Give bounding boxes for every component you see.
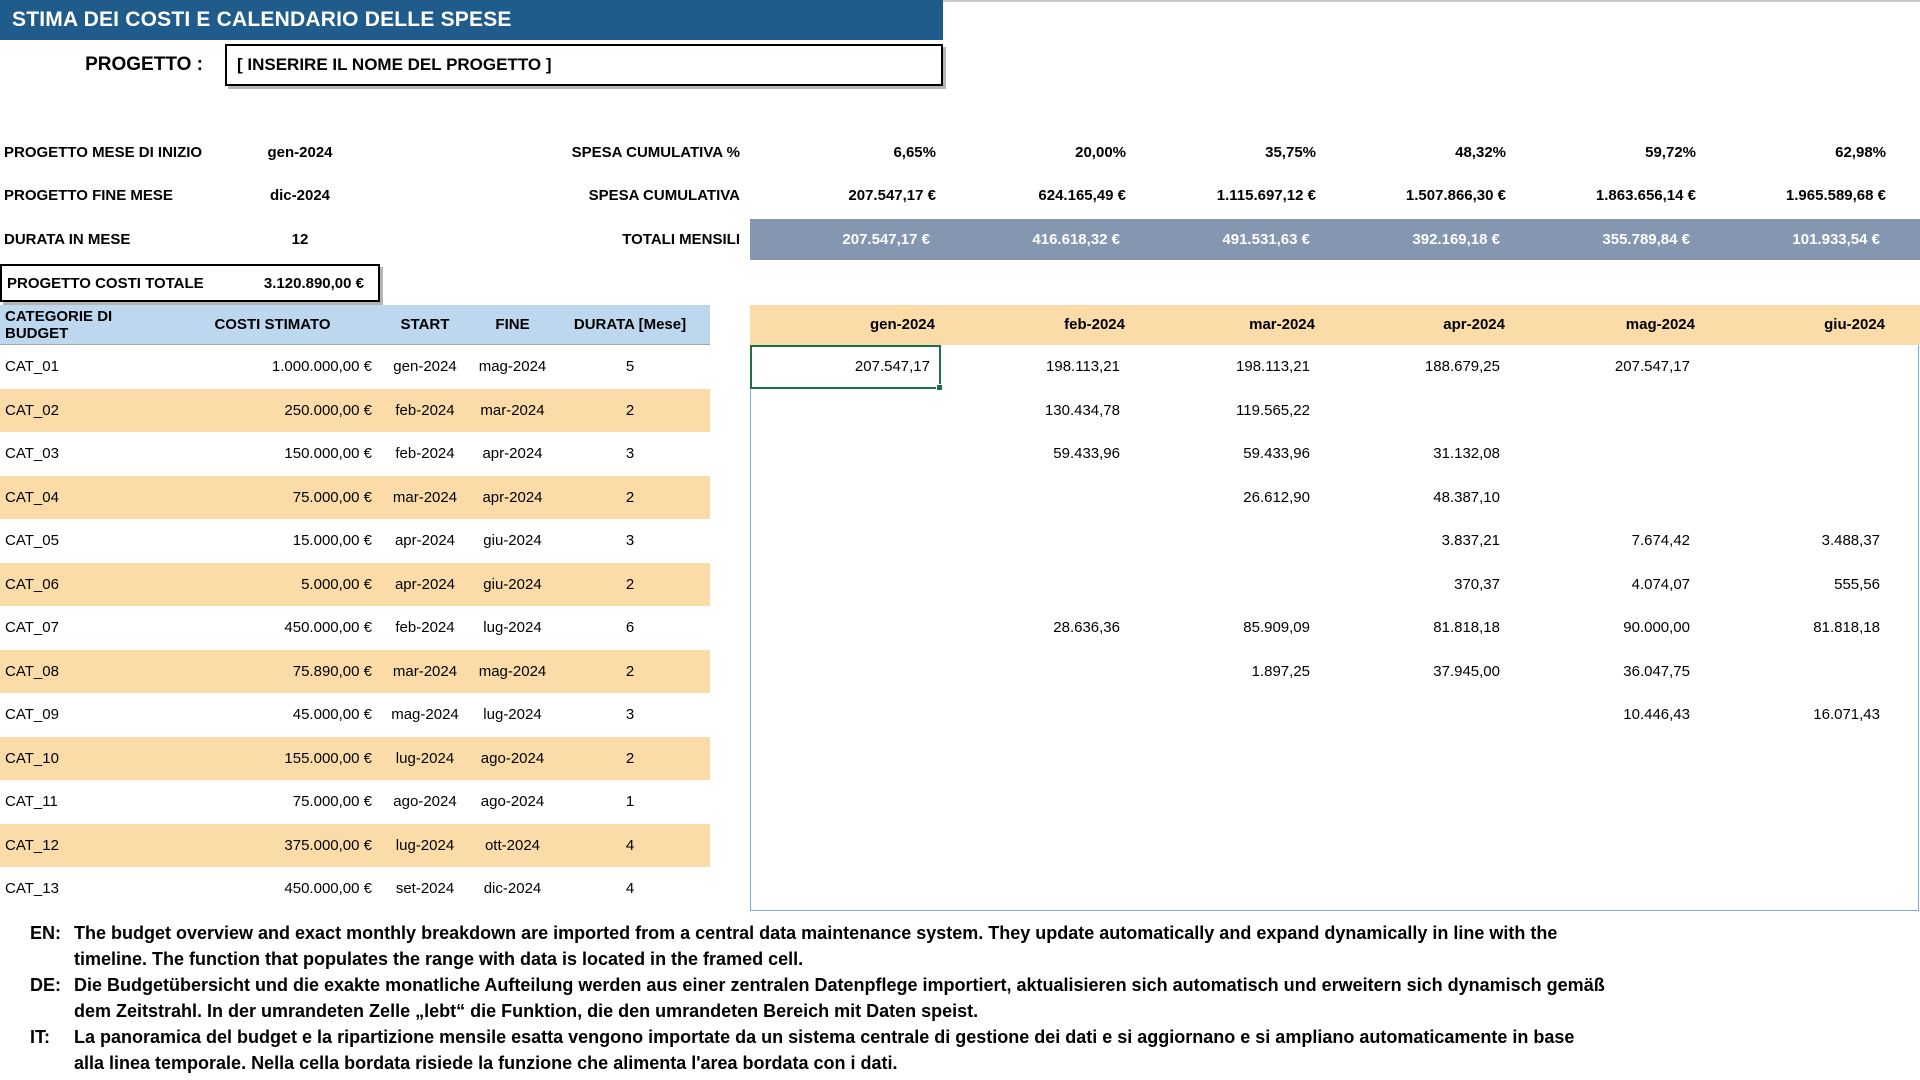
footer-notes: [30, 920, 1670, 1076]
cumulative-pct-cell: 35,75%: [1265, 144, 1316, 161]
cumulative-cell: 1.965.589,68 €: [1785, 187, 1886, 204]
grid-cell[interactable]: [750, 519, 940, 563]
cumulative-pct-row: [750, 140, 1920, 166]
footer-note-lang: DE:: [30, 975, 61, 995]
cumulative-pct-label: SPESA CUMULATIVA %: [571, 144, 740, 161]
grid-cell[interactable]: 119.565,22: [1236, 401, 1310, 419]
start-cell[interactable]: set-2024: [395, 880, 455, 898]
monthly-total-cell: 355.789,84 €: [1602, 231, 1690, 248]
grid-cell[interactable]: [940, 867, 1130, 911]
grid-cell[interactable]: [750, 867, 940, 911]
table-row: [0, 780, 710, 824]
sheet-title: STIMA DEI COSTI E CALENDARIO DELLE SPESE: [0, 0, 943, 40]
category-cell[interactable]: CAT_13: [5, 880, 59, 898]
top-border-line: [850, 0, 1920, 2]
grid-cell[interactable]: 370,37: [1454, 575, 1500, 593]
grid-cell[interactable]: 37.945,00: [1433, 662, 1500, 680]
grid-cell[interactable]: 3.488,37: [1821, 532, 1880, 549]
fine-cell[interactable]: apr-2024: [482, 488, 543, 506]
grid-cell[interactable]: [750, 432, 940, 476]
month-header-row: [750, 305, 1920, 345]
cumulative-pct-cell: 20,00%: [1075, 144, 1126, 161]
start-cell[interactable]: ago-2024: [393, 793, 457, 811]
budget-header-cell[interactable]: COSTI STIMATO: [214, 316, 331, 333]
cost-cell[interactable]: 150.000,00 €: [284, 445, 372, 463]
footer-note-line: Die Budgetübersicht und die exakte monatliche Aufteilung werden aus einer zentralen Datenpflege importiert, aktualisieren sich automatisch und erweitern sich dynamisch gemäß: [74, 975, 1605, 995]
duration-cell[interactable]: 4: [625, 880, 635, 898]
cost-cell[interactable]: 155.000,00 €: [284, 749, 372, 767]
category-cell[interactable]: CAT_03: [5, 445, 59, 463]
grid-cell[interactable]: [940, 824, 1130, 868]
grid-cell[interactable]: [1320, 824, 1510, 868]
grid-cell[interactable]: 59.433,96: [1243, 445, 1310, 462]
fine-cell[interactable]: lug-2024: [483, 619, 542, 637]
footer-note-text: [74, 1024, 1574, 1076]
cost-cell[interactable]: 375.000,00 €: [284, 836, 372, 854]
monthly-total-cell: 207.547,17 €: [842, 231, 930, 248]
month-header-cell[interactable]: mag-2024: [1625, 316, 1695, 333]
monthly-totals-label: TOTALI MENSILI: [622, 231, 740, 248]
fine-cell[interactable]: lug-2024: [483, 706, 542, 724]
grid-cell[interactable]: [750, 824, 940, 868]
footer-note-line: La panoramica del budget e la ripartizione mensile esatta vengono importate da un sistema centrale di gestione dei dati e si aggiornano e si ampliano automaticamente in base: [74, 1027, 1575, 1047]
duration-cell[interactable]: 2: [625, 749, 635, 767]
cumulative-cell: 1.115.697,12 €: [1216, 187, 1316, 204]
month-header-cell[interactable]: giu-2024: [1824, 316, 1885, 333]
grid-cell[interactable]: [940, 519, 1130, 563]
table-row: [0, 650, 710, 694]
fine-cell[interactable]: ago-2024: [480, 749, 545, 767]
cost-cell[interactable]: 1.000.000,00 €: [271, 358, 372, 376]
start-cell[interactable]: mar-2024: [392, 662, 458, 680]
grid-cell[interactable]: 81.818,18: [1813, 619, 1880, 636]
grid-cell[interactable]: [1700, 824, 1890, 868]
table-row: [0, 824, 710, 868]
grid-cell[interactable]: 85.909,09: [1243, 619, 1310, 636]
grid-cell[interactable]: [1130, 693, 1320, 737]
grid-cell[interactable]: 81.818,18: [1433, 619, 1500, 636]
grid-row: [750, 563, 1920, 607]
grid-row: [750, 606, 1920, 650]
grid-cell[interactable]: [1700, 389, 1890, 433]
start-cell[interactable]: feb-2024: [395, 619, 455, 637]
grid-cell[interactable]: 3.837,21: [1441, 532, 1500, 549]
footer-note-text: [74, 920, 1557, 972]
monthly-total-cell: 392.169,18 €: [1412, 231, 1500, 248]
project-label: PROGETTO :: [85, 54, 203, 75]
table-row: [0, 345, 710, 389]
category-cell[interactable]: CAT_06: [5, 575, 59, 593]
start-cell[interactable]: mar-2024: [392, 488, 458, 506]
footer-note-line: dem Zeitstrahl. In der umrandeten Zelle „lebt“ die Funktion, die den umrandeten Bereich mit Daten speist.: [74, 1001, 979, 1021]
grid-cell[interactable]: [1700, 432, 1890, 476]
grid-row: [750, 693, 1920, 737]
grid-cell[interactable]: 130.434,78: [1044, 401, 1120, 419]
duration-cell[interactable]: 4: [625, 836, 635, 854]
duration-cell[interactable]: 2: [625, 401, 635, 419]
category-cell[interactable]: CAT_02: [5, 401, 59, 419]
fine-cell[interactable]: giu-2024: [483, 532, 542, 550]
footer-note-line: The budget overview and exact monthly breakdown are imported from a central data maintenance system. They update automatically and expand dynamically in line with the: [74, 923, 1558, 943]
grid-row: [750, 476, 1920, 520]
grid-cell[interactable]: [1700, 737, 1890, 781]
footer-note-line: alla linea temporale. Nella cella bordata risiede la funzione che alimenta l'area bordata con i dati.: [74, 1053, 898, 1073]
table-row: [0, 563, 710, 607]
fine-cell[interactable]: mar-2024: [480, 401, 545, 419]
table-row: [0, 606, 710, 650]
fine-cell[interactable]: ago-2024: [480, 793, 545, 811]
grid-cell[interactable]: [750, 389, 940, 433]
grid-cell[interactable]: 7.674,42: [1631, 532, 1690, 549]
grid-cell[interactable]: [1510, 432, 1700, 476]
category-cell[interactable]: CAT_10: [5, 749, 59, 767]
cost-cell[interactable]: 75.890,00 €: [292, 662, 372, 680]
cumulative-pct-cell: 59,72%: [1645, 144, 1696, 161]
table-row: [0, 867, 710, 911]
grid-row: [750, 780, 1920, 824]
grid-row: [750, 519, 1920, 563]
duration-cell[interactable]: 3: [625, 532, 635, 550]
grid-cell[interactable]: 10.446,43: [1623, 706, 1690, 723]
grid-cell[interactable]: [1510, 780, 1700, 824]
cumulative-pct-cell: 6,65%: [893, 144, 936, 161]
category-cell[interactable]: CAT_11: [5, 793, 58, 811]
cost-cell[interactable]: 45.000,00 €: [292, 706, 372, 724]
fine-cell[interactable]: mag-2024: [478, 662, 547, 680]
grid-cell[interactable]: 4.074,07: [1631, 575, 1690, 593]
category-cell[interactable]: CAT_09: [5, 706, 59, 724]
grid-cell[interactable]: [750, 650, 940, 694]
grid-row: [750, 867, 1920, 911]
footer-note: [30, 1024, 1670, 1076]
table-row: [0, 737, 710, 781]
grid-cell[interactable]: [1510, 867, 1700, 911]
cost-cell[interactable]: 15.000,00 €: [292, 532, 372, 550]
fine-cell[interactable]: ott-2024: [484, 836, 541, 854]
fine-cell[interactable]: apr-2024: [482, 445, 543, 463]
cumulative-label: SPESA CUMULATIVA: [588, 187, 740, 204]
category-cell[interactable]: CAT_01: [5, 358, 59, 376]
cost-cell[interactable]: 75.000,00 €: [292, 488, 372, 506]
project-duration-label: DURATA IN MESE: [4, 231, 131, 248]
month-header-cell[interactable]: feb-2024: [1064, 316, 1125, 333]
start-cell[interactable]: feb-2024: [395, 401, 455, 419]
grid-row: [750, 432, 1920, 476]
duration-cell[interactable]: 2: [625, 575, 635, 593]
grid-row: [750, 650, 1920, 694]
grid-cell[interactable]: [1700, 345, 1890, 389]
project-end-label: PROGETTO FINE MESE: [4, 187, 173, 204]
grid-cell[interactable]: [1510, 476, 1700, 520]
project-total-cost-value[interactable]: 3.120.890,00 €: [263, 274, 364, 292]
grid-cell[interactable]: [1700, 476, 1890, 520]
schedule-grid: [750, 345, 1920, 911]
table-row: [0, 432, 710, 476]
grid-cell[interactable]: [1320, 693, 1510, 737]
grid-cell[interactable]: [1700, 650, 1890, 694]
grid-cell[interactable]: [940, 693, 1130, 737]
cost-cell[interactable]: 250.000,00 €: [284, 401, 372, 419]
grid-cell[interactable]: 198.113,21: [1046, 358, 1120, 375]
budget-table-header: [0, 305, 710, 345]
footer-note-line: timeline. The function that populates the range with data is located in the framed cell.: [74, 949, 804, 969]
budget-table-body: [0, 345, 710, 911]
table-row: [0, 476, 710, 520]
category-cell[interactable]: CAT_04: [5, 488, 59, 506]
start-cell[interactable]: mag-2024: [391, 706, 459, 724]
grid-cell[interactable]: [1130, 563, 1320, 607]
grid-cell[interactable]: [750, 693, 940, 737]
grid-cell[interactable]: [1130, 737, 1320, 781]
cumulative-cell: 207.547,17 €: [848, 187, 936, 204]
grid-cell[interactable]: 90.000,00: [1623, 619, 1690, 636]
cost-cell[interactable]: 450.000,00 €: [284, 880, 372, 898]
start-cell[interactable]: feb-2024: [395, 445, 455, 463]
grid-cell[interactable]: [1130, 519, 1320, 563]
grid-cell[interactable]: 188.679,25: [1424, 358, 1500, 375]
table-row: [0, 389, 710, 433]
monthly-total-cell: 416.618,32 €: [1032, 231, 1120, 248]
duration-cell[interactable]: 3: [625, 445, 635, 463]
cost-cell[interactable]: 75.000,00 €: [292, 793, 372, 811]
monthly-total-cell: 101.933,54 €: [1792, 231, 1880, 248]
fine-cell[interactable]: dic-2024: [483, 880, 542, 898]
grid-cell[interactable]: [1320, 737, 1510, 781]
grid-cell[interactable]: [1130, 780, 1320, 824]
start-cell[interactable]: apr-2024: [394, 532, 456, 550]
month-header-cell[interactable]: apr-2024: [1443, 316, 1505, 333]
grid-cell[interactable]: 31.132,08: [1433, 445, 1500, 462]
monthly-total-cell: 491.531,63 €: [1222, 231, 1310, 248]
budget-header-cell[interactable]: FINE: [495, 316, 530, 333]
footer-note-text: [74, 972, 1605, 1024]
duration-cell[interactable]: 5: [625, 358, 635, 376]
month-header-cell[interactable]: gen-2024: [869, 316, 935, 333]
footer-note-lang: IT:: [30, 1027, 50, 1047]
grid-cell[interactable]: [1510, 737, 1700, 781]
duration-cell[interactable]: 3: [625, 706, 635, 724]
project-start-value[interactable]: gen-2024: [267, 144, 333, 161]
grid-cell[interactable]: [1130, 867, 1320, 911]
budget-header-cell[interactable]: CATEGORIE DI BUDGET: [5, 307, 113, 342]
project-start-label: PROGETTO MESE DI INIZIO: [4, 144, 203, 161]
duration-cell[interactable]: 1: [625, 793, 635, 811]
grid-cell[interactable]: [1700, 867, 1890, 911]
cumulative-cell: 624.165,49 €: [1038, 187, 1126, 204]
grid-cell[interactable]: [940, 476, 1130, 520]
grid-cell[interactable]: [750, 476, 940, 520]
duration-cell[interactable]: 2: [625, 662, 635, 680]
footer-note: [30, 972, 1670, 1024]
category-cell[interactable]: CAT_08: [5, 662, 59, 680]
category-cell[interactable]: CAT_12: [5, 836, 59, 854]
table-row: [0, 519, 710, 563]
category-cell[interactable]: CAT_07: [5, 619, 59, 637]
grid-cell[interactable]: 207.547,17: [854, 358, 930, 375]
project-total-cost-box: [0, 264, 380, 302]
cost-cell[interactable]: 450.000,00 €: [284, 619, 372, 637]
start-cell[interactable]: lug-2024: [395, 836, 455, 854]
grid-cell[interactable]: [1320, 867, 1510, 911]
start-cell[interactable]: gen-2024: [393, 358, 457, 376]
grid-row: [750, 389, 1920, 433]
footer-note-lang: EN:: [30, 923, 61, 943]
table-row: [0, 693, 710, 737]
grid-cell[interactable]: 207.547,17: [1614, 358, 1690, 375]
cumulative-cell: 1.863.656,14 €: [1595, 187, 1696, 204]
grid-cell[interactable]: [940, 780, 1130, 824]
project-end-value[interactable]: dic-2024: [269, 187, 331, 204]
month-header-cell[interactable]: mar-2024: [1249, 316, 1315, 333]
footer-note: [30, 920, 1670, 972]
duration-cell[interactable]: 6: [625, 619, 635, 637]
grid-cell[interactable]: 28.636,36: [1053, 619, 1120, 636]
cumulative-pct-cell: 48,32%: [1455, 144, 1506, 161]
grid-cell[interactable]: [1510, 389, 1700, 433]
grid-cell[interactable]: [750, 563, 940, 607]
project-total-cost-label: PROGETTO COSTI TOTALE: [7, 274, 204, 292]
grid-cell[interactable]: 26.612,90: [1243, 488, 1310, 506]
grid-cell[interactable]: [1320, 389, 1510, 433]
grid-cell[interactable]: [1130, 824, 1320, 868]
grid-cell[interactable]: 555,56: [1834, 575, 1880, 593]
grid-cell[interactable]: 59.433,96: [1053, 445, 1120, 462]
monthly-totals-row: [750, 219, 1920, 260]
fine-cell[interactable]: giu-2024: [483, 575, 542, 593]
grid-row: [750, 824, 1920, 868]
fine-cell[interactable]: mag-2024: [478, 358, 547, 376]
project-name-input[interactable]: [ INSERIRE IL NOME DEL PROGETTO ]: [225, 44, 943, 86]
grid-cell[interactable]: 48.387,10: [1433, 488, 1500, 506]
grid-cell[interactable]: [940, 650, 1130, 694]
grid-cell[interactable]: [1320, 780, 1510, 824]
grid-cell[interactable]: 36.047,75: [1623, 662, 1690, 680]
project-duration-value[interactable]: 12: [291, 231, 309, 248]
duration-cell[interactable]: 2: [625, 488, 635, 506]
grid-cell[interactable]: 1.897,25: [1251, 662, 1310, 680]
budget-header-cell[interactable]: START: [400, 316, 450, 333]
category-cell[interactable]: CAT_05: [5, 532, 59, 550]
grid-row: [750, 345, 1920, 389]
grid-cell[interactable]: [750, 737, 940, 781]
grid-cell[interactable]: [1700, 780, 1890, 824]
grid-cell[interactable]: 16.071,43: [1813, 706, 1880, 723]
grid-cell[interactable]: [940, 737, 1130, 781]
grid-cell[interactable]: 198.113,21: [1236, 358, 1310, 375]
grid-cell[interactable]: [750, 780, 940, 824]
start-cell[interactable]: apr-2024: [394, 575, 456, 593]
budget-header-cell[interactable]: DURATA [Mese]: [573, 316, 687, 333]
grid-cell[interactable]: [1510, 824, 1700, 868]
grid-cell[interactable]: [940, 563, 1130, 607]
start-cell[interactable]: lug-2024: [395, 749, 455, 767]
grid-row: [750, 737, 1920, 781]
cumulative-row: [750, 183, 1920, 209]
cumulative-cell: 1.507.866,30 €: [1405, 187, 1506, 204]
cumulative-pct-cell: 62,98%: [1835, 144, 1886, 161]
grid-cell[interactable]: [750, 606, 940, 650]
cost-cell[interactable]: 5.000,00 €: [301, 575, 372, 593]
